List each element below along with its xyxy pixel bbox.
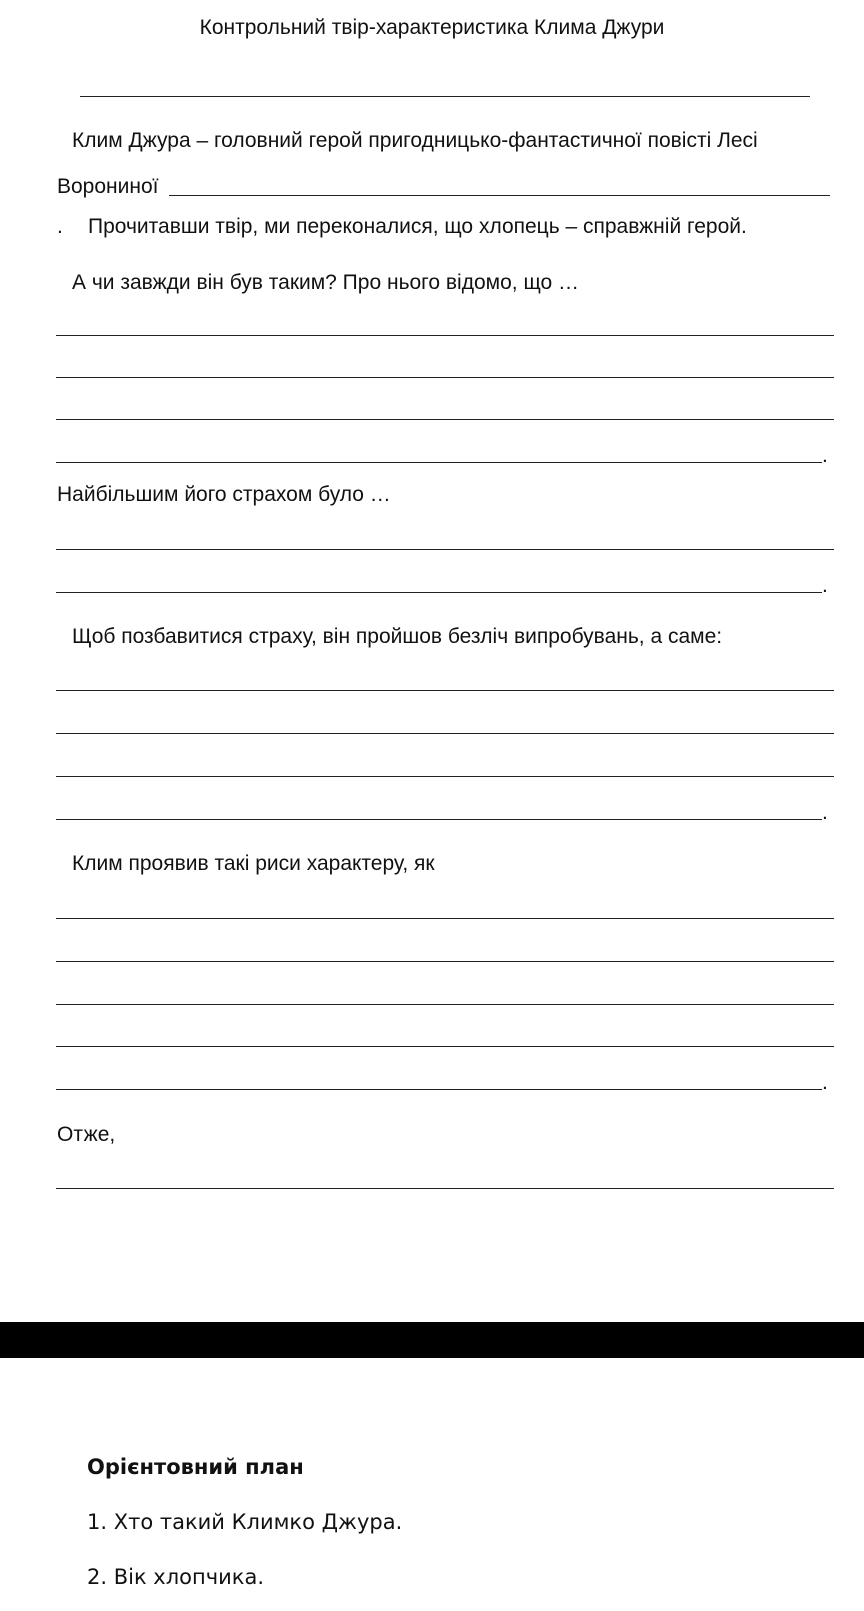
intro-line-3-bullet: . bbox=[57, 215, 63, 238]
answer-line[interactable] bbox=[56, 918, 834, 919]
answer-line[interactable] bbox=[56, 377, 834, 378]
line-end-period: . bbox=[822, 1071, 828, 1094]
plan-item: 1. Хто такий Климко Джура. bbox=[87, 1510, 403, 1534]
line-end-period: . bbox=[822, 444, 828, 467]
conclusion-prompt: Отже, bbox=[57, 1123, 116, 1146]
line-end-period: . bbox=[822, 574, 828, 597]
greatest-fear-prompt: Найбільшим його страхом було … bbox=[57, 483, 391, 506]
answer-line[interactable] bbox=[56, 462, 822, 463]
answer-line[interactable] bbox=[56, 690, 834, 691]
title-underline bbox=[80, 96, 810, 97]
intro-line-1: Клим Джура – головний герой пригодницько-фантастичної повісті Лесі bbox=[72, 129, 758, 152]
fill-blank-after-voronina[interactable] bbox=[169, 195, 830, 196]
answer-line[interactable] bbox=[56, 733, 834, 734]
page-title: Контрольний твір-характеристика Клима Джури bbox=[199, 16, 665, 39]
answer-line[interactable] bbox=[56, 819, 822, 820]
answer-line[interactable] bbox=[56, 335, 834, 336]
page-separator-band bbox=[0, 1322, 864, 1358]
answer-line[interactable] bbox=[56, 419, 834, 420]
answer-line[interactable] bbox=[56, 549, 834, 550]
plan-title: Орієнтовний план bbox=[87, 1455, 304, 1479]
traits-prompt: Клим проявив такі риси характеру, як bbox=[72, 852, 435, 875]
plan-item: 2. Вік хлопчика. bbox=[87, 1565, 265, 1589]
answer-line[interactable] bbox=[56, 1004, 834, 1005]
overcome-fear-prompt: Щоб позбавитися страху, він пройшов безліч випробувань, а саме: bbox=[72, 625, 723, 648]
answer-line[interactable] bbox=[56, 961, 834, 962]
answer-line[interactable] bbox=[56, 592, 822, 593]
intro-line-3: Прочитавши твір, ми переконалися, що хлопець – справжній герой. bbox=[88, 215, 747, 238]
answer-line[interactable] bbox=[56, 776, 834, 777]
answer-line[interactable] bbox=[56, 1188, 834, 1189]
intro-line-2-start: Ворониної bbox=[57, 175, 159, 198]
answer-line[interactable] bbox=[56, 1089, 822, 1090]
line-end-period: . bbox=[822, 801, 828, 824]
answer-line[interactable] bbox=[56, 1046, 834, 1047]
question-always: А чи завжди він був таким? Про нього відомо, що … bbox=[72, 271, 579, 294]
